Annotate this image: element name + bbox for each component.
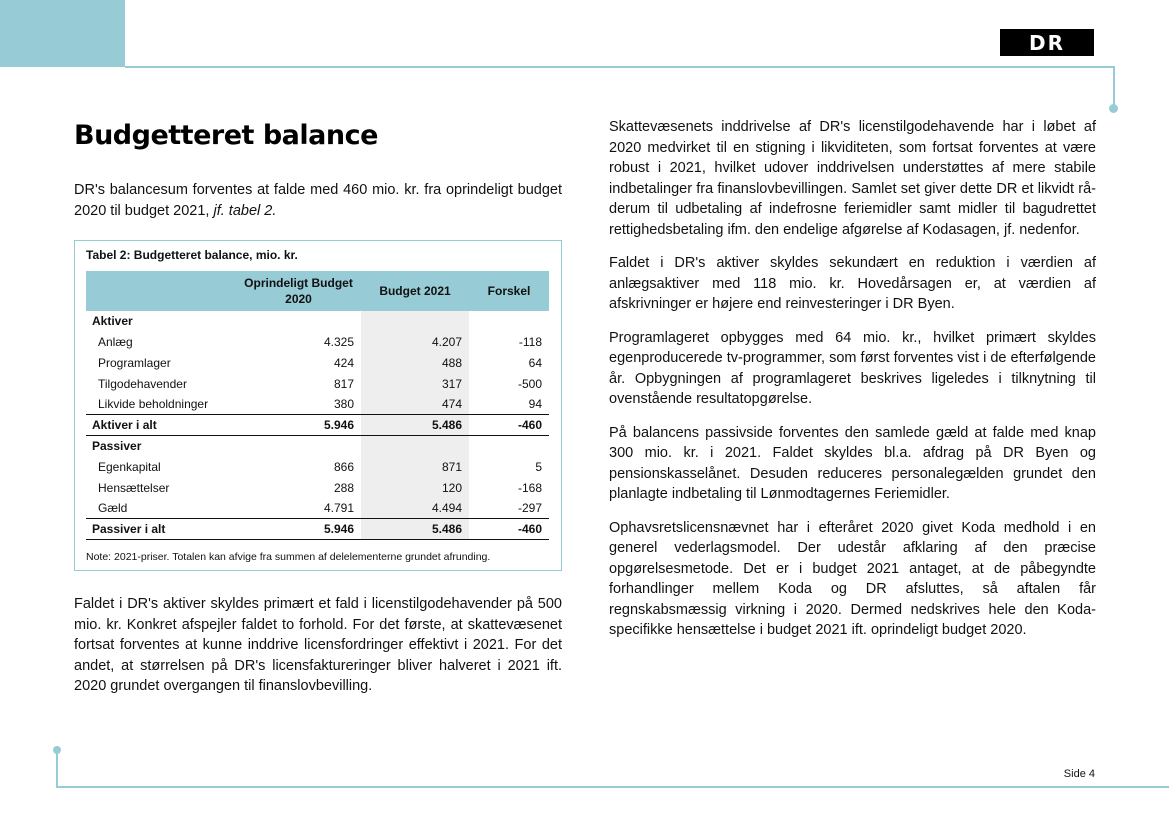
table-cell-difference: -297 <box>517 501 542 516</box>
table-cell-difference: -168 <box>517 480 542 495</box>
table-header-difference: Forskel <box>469 271 549 311</box>
right-paragraph: Ophavsretslicensnævnet har i efteråret 2020 givet Koda medhold i en generel vederlagsmodel. Der udestår afklaring af den præcise opgørelsesmetode. Det er i budget 2021 antaget, at de påbegyndte forhandlinger mellem Koda og DR afsluttes, så aftalen får regnskabsmæssig virkning i 2020. Dermed nedskrives hele den Koda-specifikke hensættelse i budget 2021 ift. oprindeligt budget 2020. <box>609 519 1096 638</box>
table-title: Tabel 2: Budgetteret balance, mio. kr. <box>86 248 298 262</box>
table-section-row <box>86 311 549 332</box>
table-cell-original-budget: 5.946 <box>236 519 361 540</box>
table-section-row <box>86 436 549 457</box>
table-header-original-budget: Oprindeligt Budget 2020 <box>236 271 361 311</box>
table-cell-difference: 64 <box>528 355 542 370</box>
table-cell-budget-2021: 120 <box>361 477 469 498</box>
table-cell-difference: -118 <box>518 335 542 350</box>
table-cell-difference: -500 <box>517 376 542 391</box>
table-cell-budget-2021: 317 <box>361 373 469 394</box>
table-header-budget-2021: Budget 2021 <box>361 271 469 311</box>
right-column <box>609 117 1096 654</box>
table-cell-original-budget: 4.325 <box>323 335 354 350</box>
table-row-label: Aktiver <box>92 314 133 329</box>
table-row <box>86 477 549 498</box>
table-row-label: Likvide beholdninger <box>98 397 209 412</box>
top-divider <box>125 66 1115 68</box>
table-cell-original-budget: 866 <box>333 459 354 474</box>
table-row-label: Passiver i alt <box>86 519 236 540</box>
table-cell-difference <box>469 436 549 457</box>
table-row-label: Aktiver i alt <box>86 415 236 436</box>
intro-table-reference: jf. tabel 2. <box>213 202 277 219</box>
intro-text: DR's balancesum forventes at falde med 460 mio. kr. fra oprindeligt budget 2020 til budget 2021, <box>74 182 562 219</box>
table-row-label: Tilgodehavender <box>98 376 187 391</box>
table-cell-budget-2021 <box>361 436 469 457</box>
table-row-label: Passiver <box>92 439 142 454</box>
table-total-row <box>86 415 549 436</box>
balance-table-box <box>74 240 562 571</box>
table-cell-original-budget <box>236 436 361 457</box>
corner-accent-block <box>0 0 125 67</box>
right-paragraph: Faldet i DR's aktiver skyldes sekundært en reduktion i værdien af anlægsaktiver med 118 mio. kr. Hovedårsagen er, at værdien af afskrivninger er højere end reinvesteringer i DR Byen. <box>609 255 1096 312</box>
page-number: Side 4 <box>1063 768 1095 780</box>
bottom-divider <box>56 786 1169 788</box>
table-cell-difference: 5 <box>535 459 542 474</box>
table-row <box>86 457 549 478</box>
table-row <box>86 332 549 353</box>
table-body <box>86 311 549 540</box>
table-cell-original-budget: 288 <box>333 480 354 495</box>
table-cell-original-budget: 4.791 <box>323 501 354 516</box>
table-cell-difference <box>469 311 549 332</box>
table-note: Note: 2021-priser. Totalen kan afvige fra summen af delelementerne grundet afrunding. <box>86 551 491 563</box>
page-title: Budgetteret balance <box>74 120 378 151</box>
table-cell-budget-2021: 4.207 <box>361 332 469 353</box>
table-cell-original-budget <box>236 311 361 332</box>
table-cell-original-budget: 817 <box>333 376 354 391</box>
right-paragraph: På balancens passivside forventes den samlede gæld at falde med knap 300 mio. kr. i 2021. Faldet skyldes bl.a. afdrag på DR Byen og pensionskasselånet. Desuden reduceres personalegælden grundet den planlagte indbetaling til Lønmodtagernes Feriemidler. <box>609 424 1096 502</box>
table-row <box>86 353 549 374</box>
top-divider-dot <box>1109 104 1118 113</box>
left-paragraph: Faldet i DR's aktiver skyldes primært et fald i licenstilgodehavender på 500 mio. kr. Konkret afspejler faldet to forhold. For det første, at skattevæsenet fortsat forventes at kunne inddrive licensfordringer effektivt i 2021. For det andet, at størrelsen på DR's licensfaktureringer bliver halveret i 2021 ift. 2020 grundet overgangen til finanslovbevilling. <box>74 596 562 694</box>
table-cell-difference: -460 <box>469 415 549 436</box>
table-row-label: Anlæg <box>98 335 133 350</box>
table-cell-original-budget: 424 <box>333 355 354 370</box>
intro-paragraph <box>74 180 562 221</box>
table-cell-budget-2021 <box>361 311 469 332</box>
table-row <box>86 498 549 519</box>
table-cell-original-budget: 5.946 <box>236 415 361 436</box>
table-cell-difference: 94 <box>528 397 542 412</box>
table-cell-budget-2021: 4.494 <box>361 498 469 519</box>
table-cell-budget-2021: 871 <box>361 457 469 478</box>
bottom-divider-rise <box>56 752 58 788</box>
table-cell-original-budget: 380 <box>333 397 354 412</box>
table-cell-budget-2021: 488 <box>361 353 469 374</box>
table-header-label <box>86 271 236 311</box>
table-row <box>86 373 549 394</box>
dr-logo: DR <box>1000 29 1094 56</box>
table-cell-difference: -460 <box>469 519 549 540</box>
right-paragraph: Programlageret opbygges med 64 mio. kr., hvilket primært skyldes egenproducerede tv-programmer, som først forventes vist i de efterfølgende år. Opbygningen af programlageret beskrives ligeledes i tilknytning til ovenstående resultatopgørelse. <box>609 329 1096 407</box>
table-cell-budget-2021: 5.486 <box>361 519 469 540</box>
table-row-label: Gæld <box>98 501 128 516</box>
table-cell-budget-2021: 5.486 <box>361 415 469 436</box>
table-total-row <box>86 519 549 540</box>
table-row-label: Programlager <box>98 355 171 370</box>
balance-table <box>86 271 549 540</box>
table-row-label: Hensættelser <box>98 480 170 495</box>
table-cell-budget-2021: 474 <box>361 394 469 415</box>
top-divider-drop <box>1113 66 1115 106</box>
right-paragraph: Skattevæsenets inddrivelse af DR's licenstilgodehavende har i løbet af 2020 medvirket til en stigning i likviditeten, som fortsat forventes at være robust i 2021, hvilket udover inddrivelsen understøttes af mere stabile indbetalinger fra finanslovbevillingen. Samlet set giver dette DR et likvidt råderum til udbetaling af indefrosne feriemidler samt midler til bagudrettet rettighedsbetaling ifm. den endelige afgørelse af Kodasagen, jf. nedenfor. <box>609 119 1096 238</box>
table-header-row <box>86 271 549 311</box>
table-row <box>86 394 549 415</box>
table-row-label: Egenkapital <box>98 459 161 474</box>
